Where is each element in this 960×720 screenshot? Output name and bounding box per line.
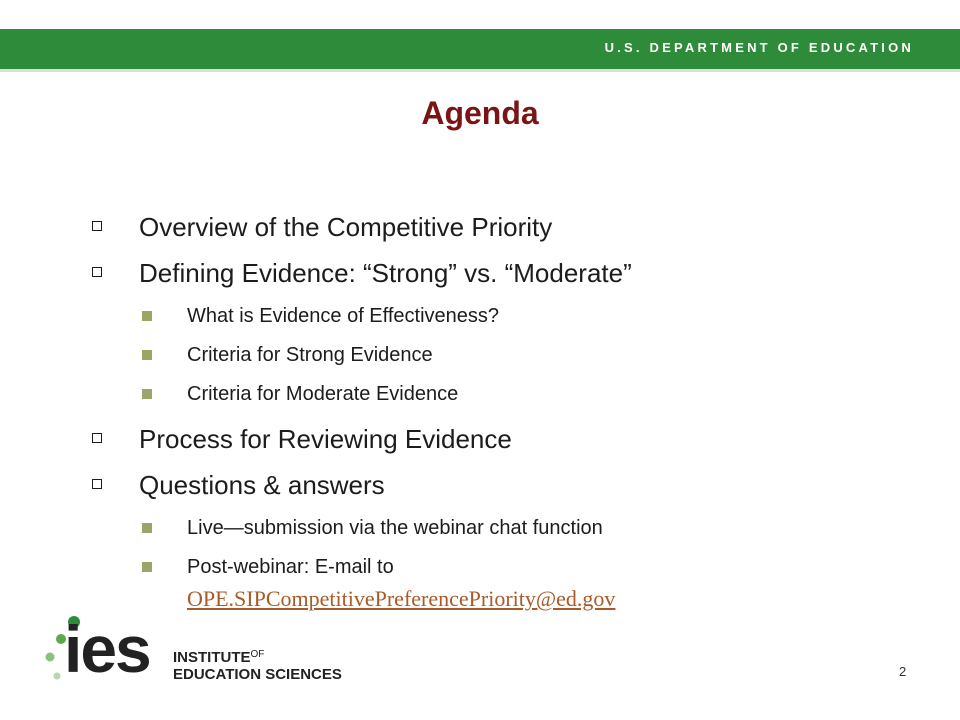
- square-bullet-icon: [92, 221, 102, 231]
- agenda-subitem-text: What is Evidence of Effectiveness?: [187, 305, 500, 327]
- ies-logo: [40, 612, 360, 692]
- banner-underline: [0, 69, 960, 72]
- agenda-subitem-text: Post-webinar: E-mail to: [187, 556, 394, 578]
- filled-square-bullet-icon: [142, 389, 152, 399]
- square-bullet-icon: [92, 479, 102, 489]
- slide-title: Agenda: [421, 95, 539, 131]
- agenda-subitem-text: Criteria for Moderate Evidence: [187, 383, 459, 405]
- agenda-item-text: Overview of the Competitive Priority: [139, 212, 553, 242]
- email-link[interactable]: OPE.SIPCompetitivePreferencePriority@ed.gov: [187, 586, 616, 611]
- logo-institute-text: $INSTITUTE^{OF}$: [173, 649, 265, 666]
- page-number: 2: [899, 664, 907, 679]
- agenda-subitem-text: Criteria for Strong Evidence: [187, 344, 433, 366]
- filled-square-bullet-icon: [142, 562, 152, 572]
- filled-square-bullet-icon: [142, 311, 152, 321]
- agenda-item-text: Process for Reviewing Evidence: [139, 424, 512, 454]
- agenda-item-text: Questions & answers: [139, 470, 385, 500]
- agenda-item-text: Defining Evidence: “Strong” vs. “Moderate”: [139, 258, 632, 288]
- square-bullet-icon: [92, 433, 102, 443]
- logo-wordmark: ies: [64, 612, 150, 686]
- logo-sciences-text: EDUCATION SCIENCES: [173, 666, 342, 683]
- agenda-subitem-text: Live—submission via the webinar chat function: [187, 517, 603, 539]
- filled-square-bullet-icon: [142, 523, 152, 533]
- square-bullet-icon: [92, 267, 102, 277]
- department-name: U.S. DEPARTMENT OF EDUCATION: [604, 40, 914, 55]
- filled-square-bullet-icon: [142, 350, 152, 360]
